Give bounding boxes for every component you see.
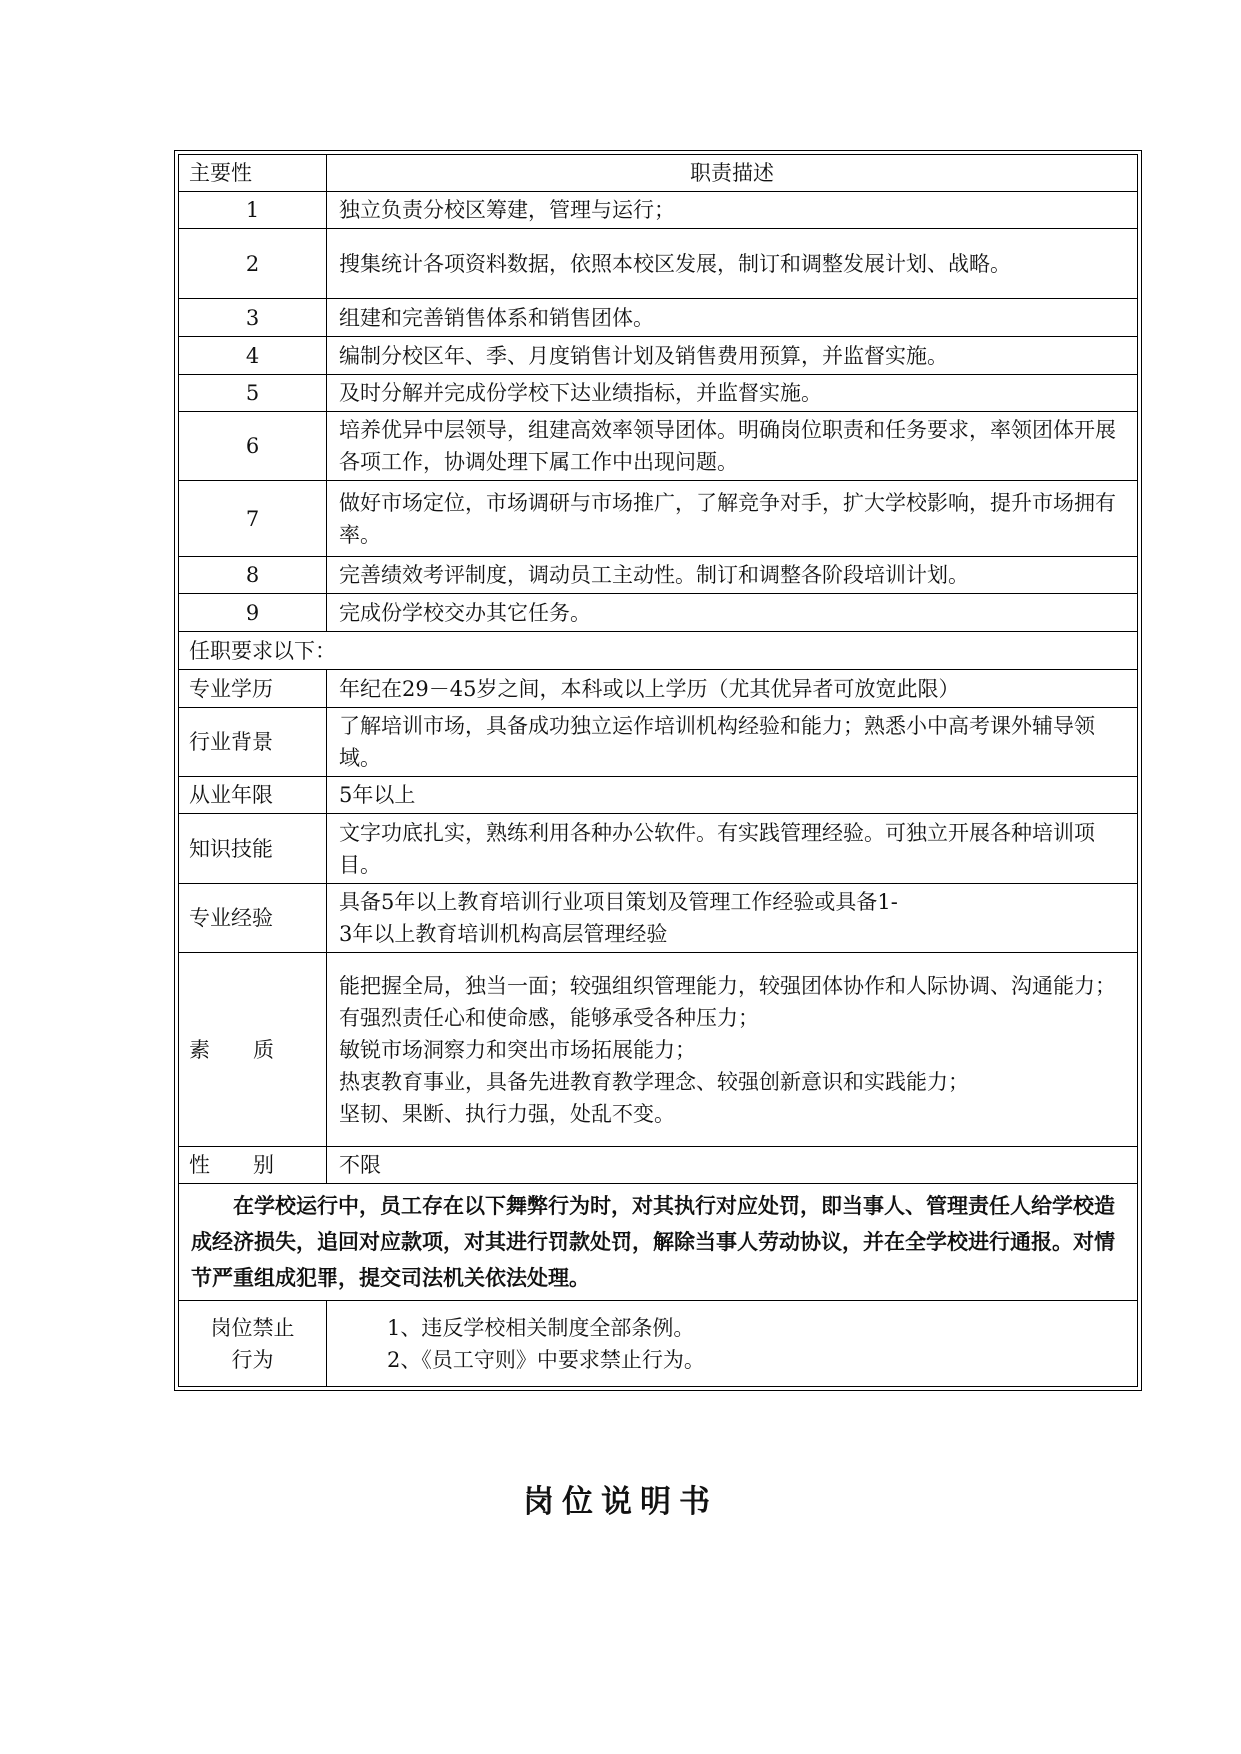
req-quality-label-a: 素 (189, 1037, 210, 1062)
duty-text: 及时分解并完成份学校下达业绩指标，并监督实施。 (327, 375, 1138, 412)
duty-row-5 (179, 375, 1138, 412)
duty-number: 5 (179, 375, 327, 412)
prohibited-item: 1、违反学校相关制度全部条例。 (387, 1315, 695, 1340)
duty-number: 7 (179, 481, 327, 557)
req-gender-label-a: 性 (189, 1153, 210, 1177)
duty-text: 独立负责分校区筹建，管理与运行； (327, 192, 1138, 229)
duty-row-4 (179, 337, 1138, 375)
req-experience-line-1: 具备5年以上教育培训行业项目策划及管理工作经验或具备1- (339, 890, 898, 914)
req-experience-label: 专业经验 (179, 884, 327, 953)
req-years-row (179, 777, 1138, 814)
req-skills-row (179, 814, 1138, 884)
req-experience-row (179, 884, 1138, 953)
req-education-text: 年纪在29－45岁之间，本科或以上学历（尤其优异者可放宽此限） (327, 670, 1138, 708)
req-experience-text (327, 884, 1138, 953)
req-gender-label-b: 别 (253, 1153, 274, 1177)
duty-text: 做好市场定位，市场调研与市场推广，了解竞争对手，扩大学校影响，提升市场拥有率。 (327, 481, 1138, 557)
duty-row-1 (179, 192, 1138, 229)
duty-row-3 (179, 299, 1138, 337)
duty-text: 搜集统计各项资料数据，依照本校区发展，制订和调整发展计划、战略。 (327, 229, 1138, 299)
header-row (179, 155, 1138, 192)
req-education-row (179, 670, 1138, 708)
req-quality-row (179, 953, 1138, 1147)
penalty-note-row (179, 1184, 1138, 1301)
req-years-label: 从业年限 (179, 777, 327, 814)
prohibited-items (327, 1301, 1138, 1387)
duty-text: 完成份学校交办其它任务。 (327, 594, 1138, 632)
req-experience-line-2: 3年以上教育培训机构高层管理经验 (339, 922, 668, 946)
req-gender-row (179, 1147, 1138, 1184)
req-background-label: 行业背景 (179, 708, 327, 777)
prohibited-row (179, 1301, 1138, 1387)
req-quality-line: 热衷教育事业，具备先进教育教学理念、较强创新意识和实践能力； (339, 1069, 969, 1094)
duty-row-2 (179, 229, 1138, 299)
req-skills-text: 文字功底扎实，熟练利用各种办公软件。有实践管理经验。可独立开展各种培训项目。 (327, 814, 1138, 884)
req-quality-label (179, 953, 327, 1147)
duty-number: 4 (179, 337, 327, 375)
prohibited-item: 2、《员工守则》中要求禁止行为。 (387, 1347, 705, 1372)
req-quality-line: 有强烈责任心和使命感，能够承受各种压力； (339, 1005, 759, 1030)
duty-number: 3 (179, 299, 327, 337)
req-quality-text (327, 953, 1138, 1147)
duty-number: 9 (179, 594, 327, 632)
duty-text: 组建和完善销售体系和销售团体。 (327, 299, 1138, 337)
prohibited-label (179, 1301, 327, 1387)
req-quality-line: 敏锐市场洞察力和突出市场拓展能力； (339, 1037, 696, 1062)
duty-number: 8 (179, 557, 327, 594)
req-gender-label (179, 1147, 327, 1184)
duty-text: 培养优异中层领导，组建高效率领导团体。明确岗位职责和任务要求，率领团体开展各项工作，协调处理下属工作中出现问题。 (327, 412, 1138, 481)
req-quality-line: 能把握全局，独当一面；较强组织管理能力，较强团体协作和人际协调、沟通能力； (339, 973, 1116, 998)
req-skills-label: 知识技能 (179, 814, 327, 884)
req-education-label: 专业学历 (179, 670, 327, 708)
duty-number: 6 (179, 412, 327, 481)
requirements-title: 任职要求以下： (179, 632, 1138, 670)
req-background-text: 了解培训市场，具备成功独立运作培训机构经验和能力；熟悉小中高考课外辅导领域。 (327, 708, 1138, 777)
duty-text: 完善绩效考评制度，调动员工主动性。制订和调整各阶段培训计划。 (327, 557, 1138, 594)
header-importance: 主要性 (179, 155, 327, 192)
requirements-title-row (179, 632, 1138, 670)
req-background-row (179, 708, 1138, 777)
prohibited-label-line-1: 岗位禁止 (210, 1315, 295, 1340)
duty-text: 编制分校区年、季、月度销售计划及销售费用预算，并监督实施。 (327, 337, 1138, 375)
job-description-frame (174, 150, 1142, 1391)
duty-row-9 (179, 594, 1138, 632)
duty-number: 1 (179, 192, 327, 229)
req-gender-text: 不限 (327, 1147, 1138, 1184)
req-quality-line: 坚韧、果断、执行力强，处乱不变。 (339, 1101, 675, 1126)
req-years-text: 5年以上 (327, 777, 1138, 814)
duty-number: 2 (179, 229, 327, 299)
job-description-table (178, 154, 1138, 1387)
duty-row-6 (179, 412, 1138, 481)
prohibited-label-line-2: 行为 (231, 1347, 274, 1372)
duty-row-7 (179, 481, 1138, 557)
duty-row-8 (179, 557, 1138, 594)
header-duty-description: 职责描述 (327, 155, 1138, 192)
penalty-note: 在学校运行中，员工存在以下舞弊行为时，对其执行对应处罚，即当事人、管理责任人给学校造成经济损失，追回对应款项，对其进行罚款处罚，解除当事人劳动协议，并在全学校进行通报。对情节严重组成犯罪，提交司法机关依法处理。 (179, 1184, 1138, 1301)
document-title: 岗位说明书 (523, 1484, 718, 1520)
req-quality-label-b: 质 (253, 1037, 274, 1062)
